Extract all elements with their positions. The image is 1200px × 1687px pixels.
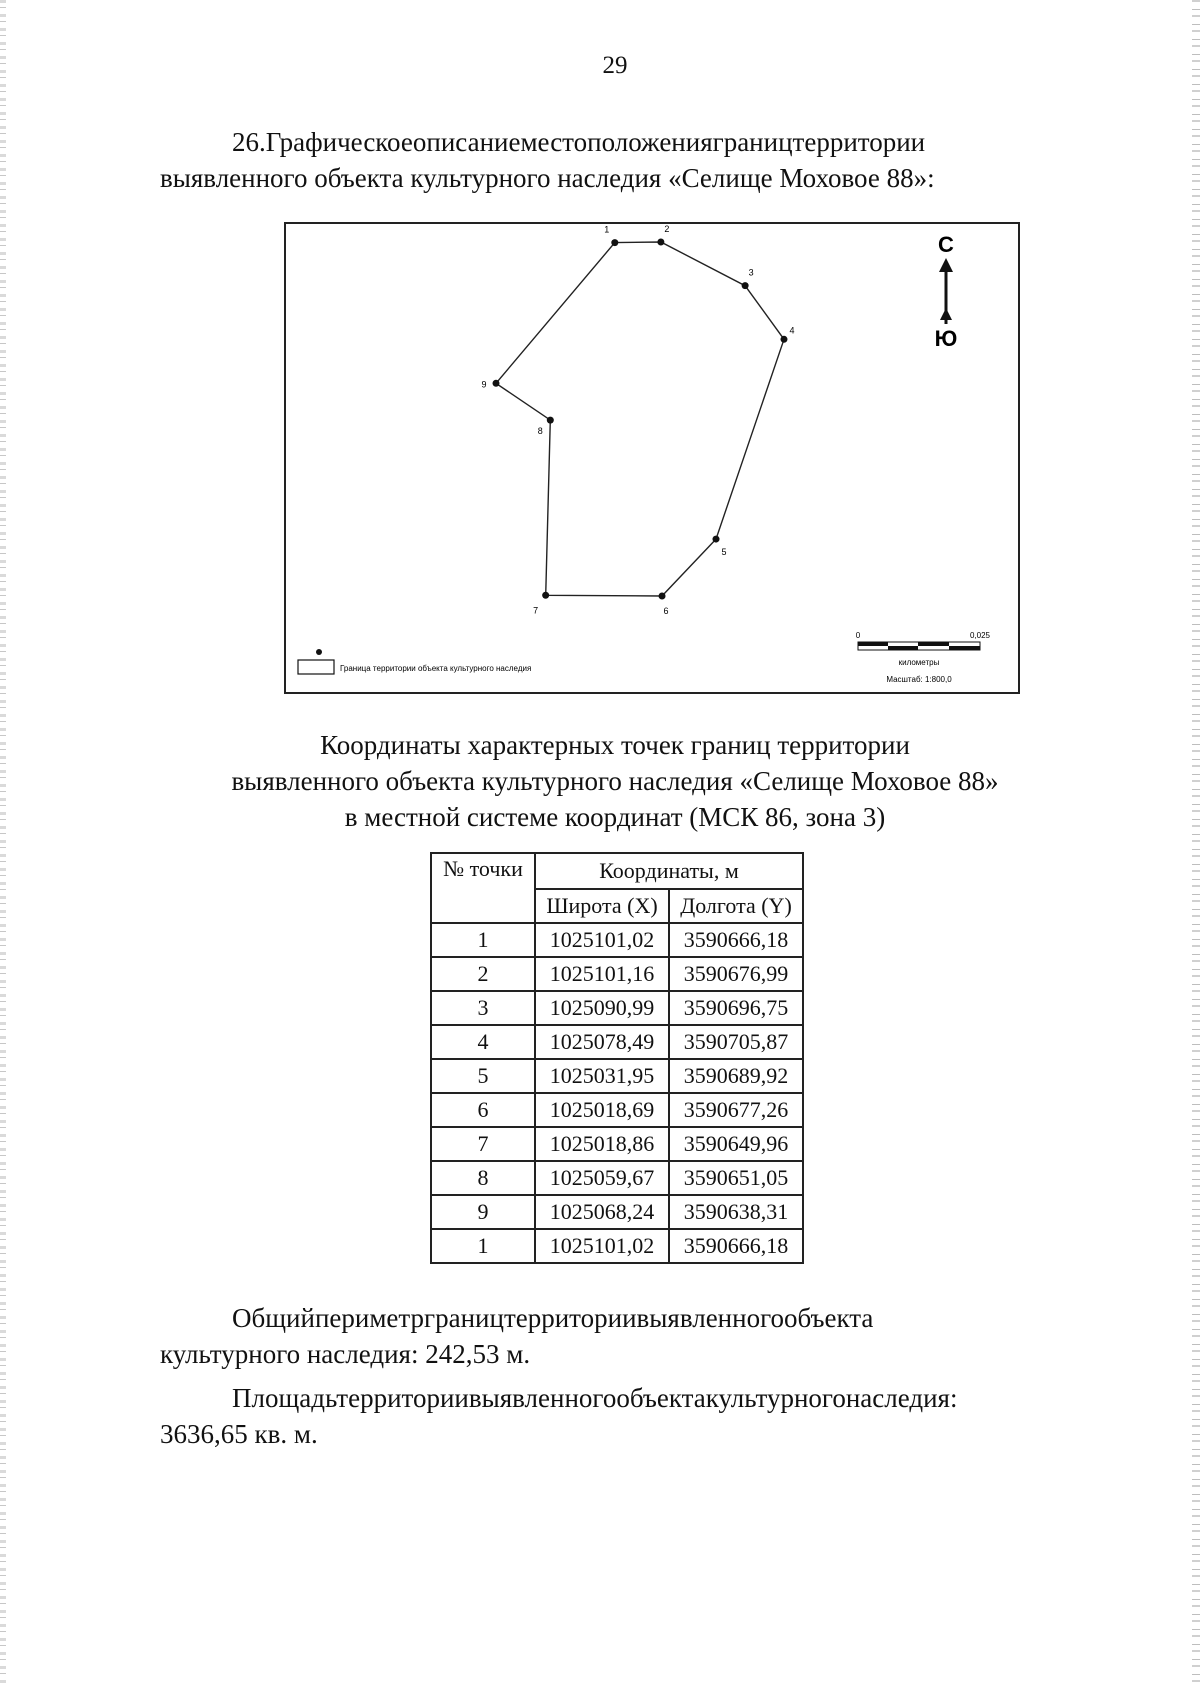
scale-ratio-label: Масштаб: 1:800,0: [886, 675, 952, 684]
header-longitude: Долгота (Y): [669, 889, 803, 923]
table-row: [431, 957, 803, 991]
latitude-cell: 1025078,49: [535, 1025, 669, 1059]
word: объекта: [616, 1383, 706, 1413]
word: местоположения: [520, 127, 713, 157]
caption-line-3: в местной системе координат (МСК 86, зона 3): [344, 802, 886, 832]
boundary-point-label-2: 2: [664, 224, 670, 234]
scale-seg-b: [888, 646, 918, 650]
legend-text: Граница территории объекта культурного наследия: [340, 664, 532, 673]
boundary-point-label-7: 7: [533, 605, 539, 616]
word: границ: [424, 1303, 504, 1333]
north-arrow-head: [939, 258, 953, 272]
boundary-point-label-4: 4: [789, 325, 795, 336]
word: Общий: [232, 1303, 315, 1333]
point-number-cell: 3: [431, 991, 535, 1025]
south-label: Ю: [934, 326, 958, 351]
scan-edge-left: [0, 0, 6, 1687]
caption-line-2: выявленного объекта культурного наследия «Селище Моховое 88»: [231, 766, 999, 796]
header-latitude: Широта (X): [535, 889, 669, 923]
word: Графическое: [265, 127, 413, 157]
scale-end-label: 0,025: [969, 631, 991, 640]
word: периметр: [314, 1303, 425, 1333]
point-number-cell: 5: [431, 1059, 535, 1093]
table-row: [431, 1127, 803, 1161]
latitude-cell: 1025090,99: [535, 991, 669, 1025]
boundary-point-label-6: 6: [663, 606, 669, 616]
boundary-point-3: [742, 282, 749, 289]
boundary-point-label-3: 3: [748, 267, 754, 278]
latitude-cell: 1025101,02: [535, 923, 669, 957]
word: территории: [503, 1303, 637, 1333]
table-row: [431, 1093, 803, 1127]
word: территории: [792, 127, 926, 157]
table-row: [431, 1195, 803, 1229]
boundary-point-label-8: 8: [537, 426, 543, 437]
boundary-point-9: [493, 380, 500, 387]
boundary-point-label-5: 5: [721, 547, 727, 558]
header-coordinates: Координаты, м: [535, 853, 803, 889]
point-number-cell: 8: [431, 1161, 535, 1195]
longitude-cell: 3590666,18: [669, 923, 803, 957]
area-line-2: 3636,65 кв. м.: [160, 1419, 318, 1449]
boundary-point-7: [542, 592, 549, 599]
word: территории: [336, 1383, 469, 1413]
caption-line-1: Координаты характерных точек границ территории: [320, 730, 910, 760]
longitude-cell: 3590705,87: [669, 1025, 803, 1059]
perimeter-line-1: [160, 1300, 1072, 1336]
point-number-cell: 1: [431, 1229, 535, 1263]
table-row: [431, 923, 803, 957]
scale-unit-label: километры: [898, 658, 940, 667]
point-number-cell: 9: [431, 1195, 535, 1229]
boundary-map: [284, 222, 1020, 694]
boundary-point-1: [611, 239, 618, 246]
longitude-cell: 3590649,96: [669, 1127, 803, 1161]
longitude-cell: 3590676,99: [669, 957, 803, 991]
point-number-cell: 2: [431, 957, 535, 991]
boundary-point-6: [659, 593, 666, 600]
boundary-polygon: [496, 242, 784, 596]
word: границ: [712, 127, 793, 157]
scale-seg-c: [918, 642, 949, 646]
longitude-cell: 3590696,75: [669, 991, 803, 1025]
boundary-point-8: [547, 417, 554, 424]
scale-bar: [856, 631, 991, 684]
word: Площадь: [232, 1383, 337, 1413]
heading-line-1: [160, 124, 1072, 160]
page-number: 29: [602, 52, 628, 79]
north-arrow: [935, 232, 958, 351]
word: наследия:: [845, 1383, 958, 1413]
boundary-point-2: [657, 239, 664, 246]
map-legend: [298, 649, 531, 674]
longitude-cell: 3590666,18: [669, 1229, 803, 1263]
legend-boundary-swatch: [298, 660, 334, 674]
area-paragraph: [160, 1380, 1072, 1452]
point-number-cell: 1: [431, 923, 535, 957]
table-row: [431, 1229, 803, 1263]
table-row: [431, 1059, 803, 1093]
scale-start-label: 0: [855, 631, 861, 640]
scan-edge-right: [1192, 0, 1200, 1687]
point-number-cell: 6: [431, 1093, 535, 1127]
north-label: С: [938, 232, 954, 257]
longitude-cell: 3590651,05: [669, 1161, 803, 1195]
point-number-cell: 4: [431, 1025, 535, 1059]
latitude-cell: 1025031,95: [535, 1059, 669, 1093]
scale-seg-d: [949, 646, 980, 650]
table-row: [431, 991, 803, 1025]
header-point-number: № точки: [431, 853, 535, 923]
table-header-row: [431, 853, 803, 889]
boundary-point-5: [713, 536, 720, 543]
longitude-cell: 3590677,26: [669, 1093, 803, 1127]
word: 26.: [232, 127, 266, 157]
table-row: [431, 1025, 803, 1059]
longitude-cell: 3590638,31: [669, 1195, 803, 1229]
boundary-map-canvas: [286, 224, 1018, 692]
longitude-cell: 3590689,92: [669, 1059, 803, 1093]
perimeter-paragraph: [160, 1300, 1072, 1372]
coordinates-table: [430, 852, 804, 1264]
area-line-1: [160, 1380, 1072, 1416]
word: выявленного: [468, 1383, 617, 1413]
word: объекта: [783, 1303, 874, 1333]
north-arrow-tail: [940, 308, 952, 320]
latitude-cell: 1025018,69: [535, 1093, 669, 1127]
boundary-point-label-1: 1: [604, 224, 610, 235]
latitude-cell: 1025101,02: [535, 1229, 669, 1263]
boundary-point-4: [781, 336, 788, 343]
latitude-cell: 1025018,86: [535, 1127, 669, 1161]
scale-seg-a: [858, 642, 888, 646]
point-number-cell: 7: [431, 1127, 535, 1161]
table-row: [431, 1161, 803, 1195]
perimeter-line-2: культурного наследия: 242,53 м.: [160, 1339, 531, 1369]
word: культурного: [705, 1383, 846, 1413]
table-caption: [0, 727, 1200, 835]
heading-line-2: выявленного объекта культурного наследия «Селище Моховое 88»:: [160, 163, 935, 193]
word: выявленного: [636, 1303, 784, 1333]
latitude-cell: 1025101,16: [535, 957, 669, 991]
boundary-point-label-9: 9: [481, 379, 487, 390]
section-heading: [160, 124, 1072, 196]
latitude-cell: 1025059,67: [535, 1161, 669, 1195]
latitude-cell: 1025068,24: [535, 1195, 669, 1229]
legend-point-icon: [316, 649, 322, 655]
word: описание: [412, 127, 521, 157]
